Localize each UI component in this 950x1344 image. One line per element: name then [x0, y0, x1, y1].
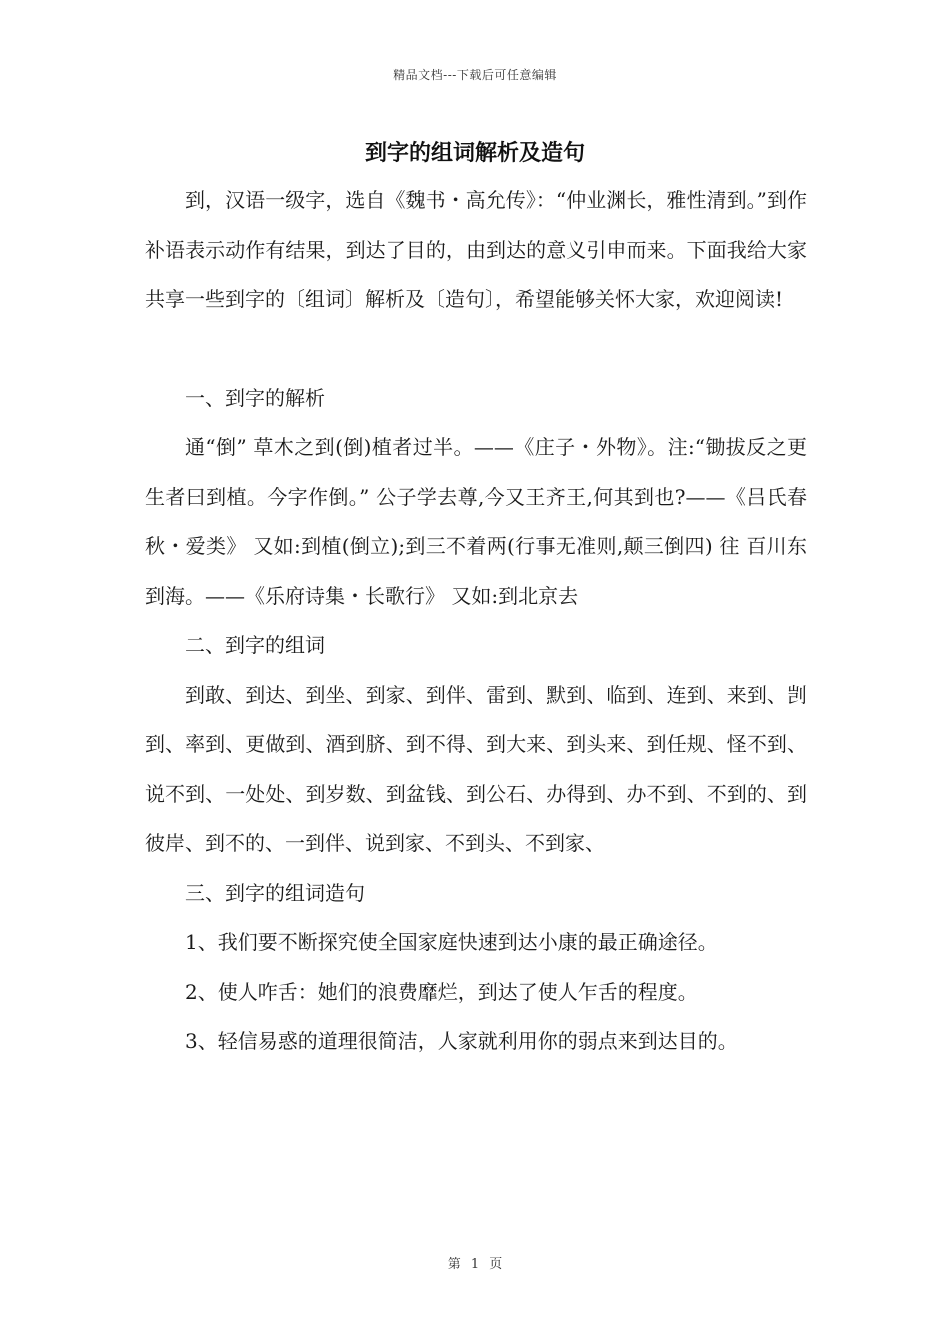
page-footer — [0, 1253, 950, 1272]
document-body — [145, 176, 807, 1067]
section-heading-words: 二、到字的组词 — [185, 633, 325, 657]
analysis-paragraph: 通“倒” 草木之到(倒)植者过半。——《庄子・外物》。注:“锄拔反之更生者曰到植。今字作倒。” 公子学去尊,今又王齐王,何其到也?——《吕氏春秋・爱类》 又如:到植(倒立);到三不着两(行事无准则,颠三倒四) 往 百川东到海。——《乐府诗集・长歌行》 又如:到北京去 — [145, 435, 807, 608]
sentence-item: 1、我们要不断探究使全国家庭快速到达小康的最正确途径。 — [185, 930, 718, 954]
page-header: 精品文档---下载后可任意编辑 — [393, 68, 557, 82]
words-paragraph: 到敢、到达、到坐、到家、到伴、雷到、默到、临到、连到、来到、剀到、率到、更做到、酒到脐、到不得、到大来、到头来、到任规、怪不到、说不到、一处处、到岁数、到盆钱、到公石、办得到、办不到、不到的、到彼岸、到不的、一到伴、说到家、不到头、不到家、 — [145, 682, 807, 855]
page-number: 1 — [470, 1257, 480, 1272]
page-label-prefix: 第 — [447, 1257, 461, 1272]
document-title: 到字的组词解析及造句 — [364, 140, 585, 166]
intro-paragraph: 到，汉语一级字，选自《魏书・高允传》：“仲业渊长，雅性清到。”到作补语表示动作有结果，到达了目的，由到达的意义引申而来。下面我给大家共享一些到字的〔组词〕解析及〔造句〕，希望能够关怀大家，欢迎阅读! — [145, 188, 807, 311]
section-heading-analysis: 一、到字的解析 — [185, 385, 325, 410]
sentence-item: 2、使人咋舌：她们的浪费靡烂，到达了使人乍舌的程度。 — [185, 979, 698, 1004]
section-heading-sentences: 三、到字的组词造句 — [185, 880, 365, 905]
page-label-suffix: 页 — [489, 1257, 503, 1272]
sentence-item: 3、轻信易惑的道理很简洁，人家就利用你的弱点来到达目的。 — [185, 1029, 738, 1053]
